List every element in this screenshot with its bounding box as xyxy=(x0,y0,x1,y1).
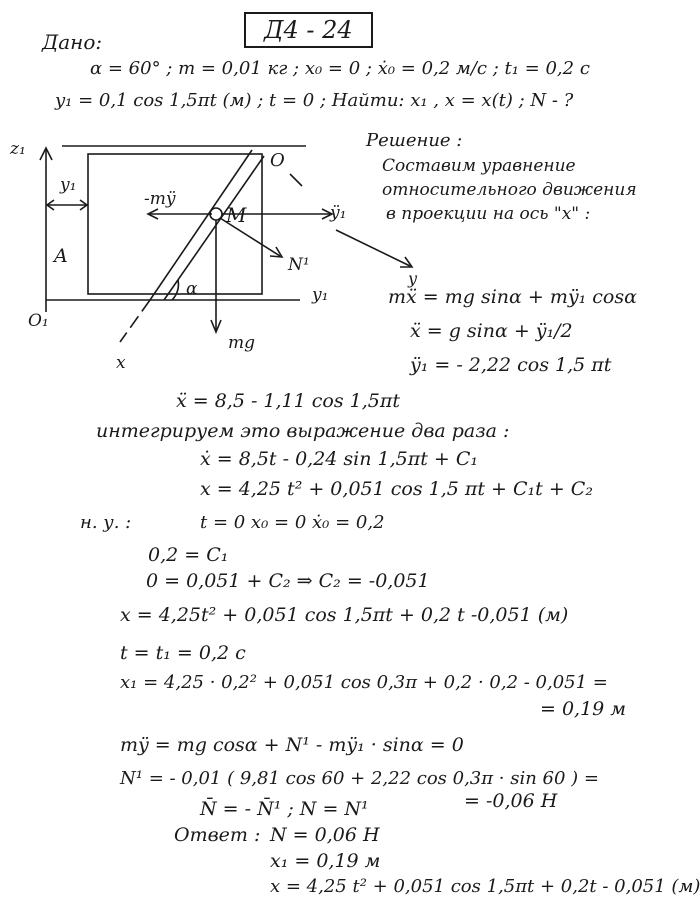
constant-c1: 0,2 = C₁ xyxy=(148,544,229,566)
solution-desc-1: Составим уравнение xyxy=(382,156,576,176)
tube-edge-2 xyxy=(164,156,264,300)
answer-label: Ответ : xyxy=(174,824,261,846)
n1-computation: N¹ = - 0,01 ( 9,81 cos 60 + 2,22 cos 0,3π · sin 60 ) = xyxy=(120,768,600,789)
label-o1: O₁ xyxy=(28,311,49,331)
equation-2: ẍ = g sinα + ÿ₁/2 xyxy=(410,320,573,342)
label-y1-ddot: ÿ₁ xyxy=(330,203,347,223)
equation-6: x = 4,25 t² + 0,051 cos 1,5 πt + C₁t + C₂ xyxy=(200,478,593,500)
answer-x: x = 4,25 t² + 0,051 cos 1,5πt + 0,2t - 0,051 (м) xyxy=(270,876,700,897)
label-n1: N¹ xyxy=(288,255,310,275)
law-of-motion: x = 4,25t² + 0,051 cos 1,5πt + 0,2 t -0,051 (м) xyxy=(120,604,569,626)
time-t1: t = t₁ = 0,2 c xyxy=(120,642,246,664)
init-values: t = 0 x₀ = 0 ẋ₀ = 0,2 xyxy=(200,512,385,533)
n1-result: = -0,06 H xyxy=(464,790,558,812)
given-line-2: y₁ = 0,1 cos 1,5πt (м) ; t = 0 ; Найти: x₁ , x = x(t) ; N - ? xyxy=(55,90,574,111)
label-z1: z₁ xyxy=(10,139,26,159)
x1-computation: x₁ = 4,25 · 0,2² + 0,051 cos 0,3π + 0,2 · 0,2 - 0,051 = xyxy=(120,672,608,693)
x-axis xyxy=(120,300,150,342)
integrate-note: интегрируем это выражение два раза : xyxy=(96,420,510,442)
label-minus-my: -mÿ xyxy=(144,189,176,209)
solution-desc-2: относительного движения xyxy=(382,180,637,200)
given-line-1: α = 60° ; m = 0,01 кг ; x₀ = 0 ; ẋ₀ = 0,2 м/с ; t₁ = 0,2 c xyxy=(90,58,590,79)
solution-title: Решение : xyxy=(366,130,463,151)
label-a: A xyxy=(54,245,68,267)
problem-id: Д4 - 24 xyxy=(244,12,373,48)
label-o: O xyxy=(270,150,285,171)
answer-n: N = 0,06 H xyxy=(270,824,380,846)
label-x: x xyxy=(116,353,126,373)
equation-1: mẍ = mg sinα + mÿ₁ cosα xyxy=(388,286,637,308)
label-m: M xyxy=(226,203,247,227)
label-mg: mg xyxy=(228,333,256,353)
given-label: Дано: xyxy=(42,30,103,54)
n-vector-relation: N̄ = - N̄¹ ; N = N¹ xyxy=(200,798,369,820)
y-equation: mÿ = mg cosα + N¹ - mÿ₁ · sinα = 0 xyxy=(120,734,464,756)
constant-c2: 0 = 0,051 + C₂ ⇒ C₂ = -0,051 xyxy=(146,570,430,592)
label-alpha: α xyxy=(186,279,198,299)
label-y: y xyxy=(408,269,418,288)
x1-result: = 0,19 м xyxy=(540,698,627,720)
init-label: н. у. : xyxy=(80,512,132,533)
equation-4: ẍ = 8,5 - 1,11 cos 1,5πt xyxy=(176,390,400,412)
label-y1-axis: y₁ xyxy=(312,285,329,305)
equation-3: ÿ₁ = - 2,22 cos 1,5 πt xyxy=(410,354,612,376)
answer-x1: x₁ = 0,19 м xyxy=(270,850,381,872)
label-y1-top: y₁ xyxy=(60,175,77,195)
equation-5: ẋ = 8,5t - 0,24 sin 1,5πt + C₁ xyxy=(200,448,479,470)
solution-desc-3: в проекции на ось "x" : xyxy=(386,204,591,224)
